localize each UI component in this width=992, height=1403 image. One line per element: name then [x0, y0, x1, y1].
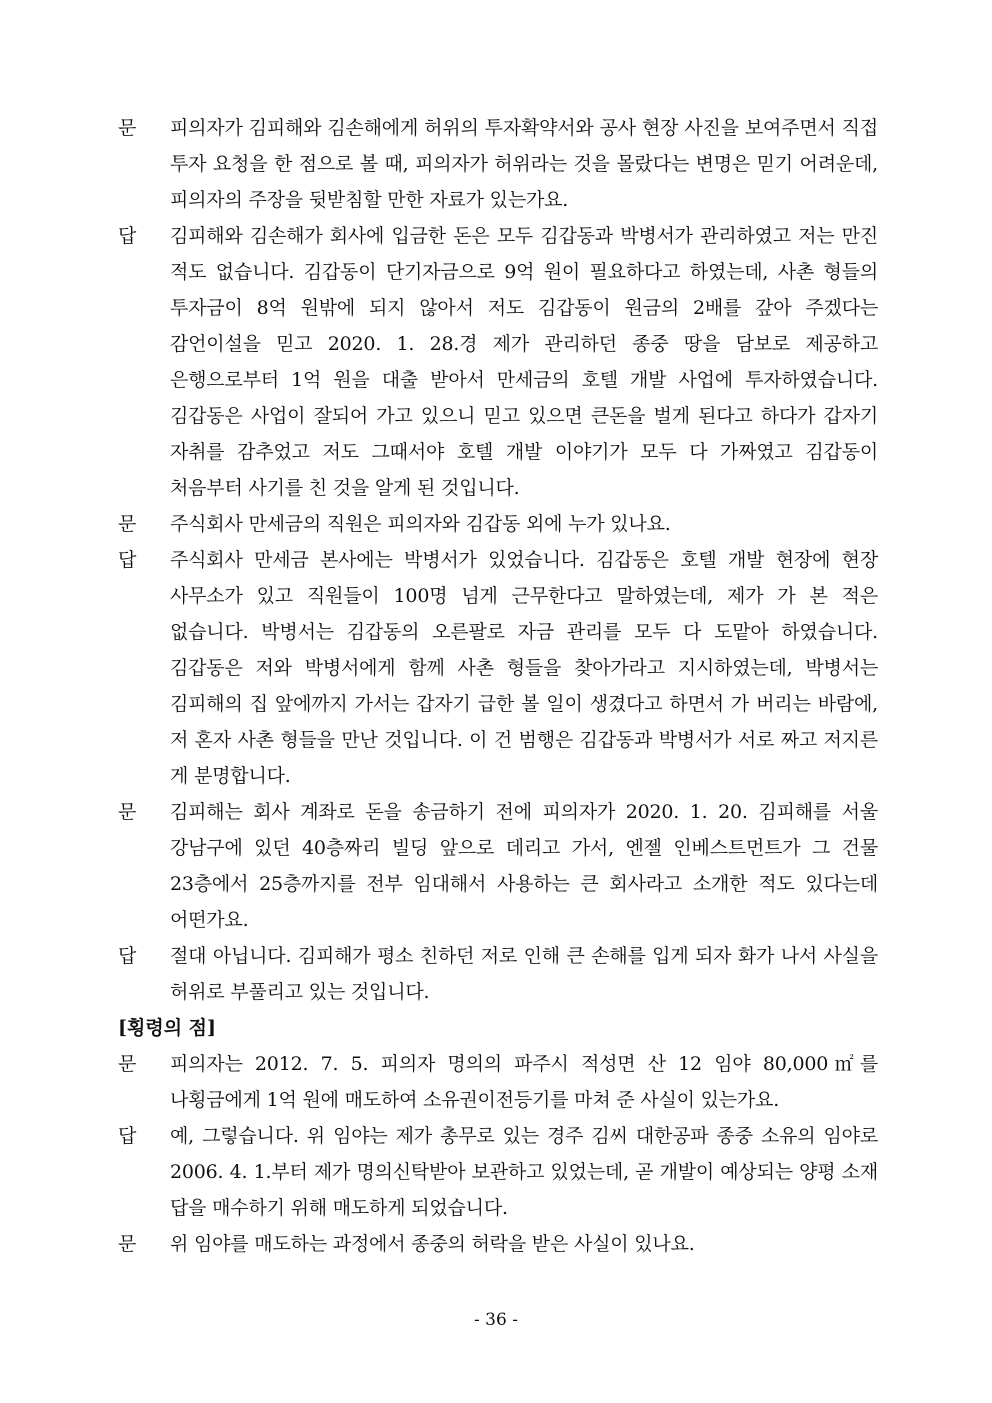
answer-mark: 답 — [118, 549, 137, 571]
question-text: 피의자는 2012. 7. 5. 피의자 명의의 파주시 적성면 산 12 임야 80,000㎡를 나횡금에게 1억 원에 매도하여 소유권이전등기를 마쳐 준 사실이 있는가요. — [170, 1053, 878, 1111]
answer-text: 예, 그렇습니다. 위 임야는 제가 총무로 있는 경주 김씨 대한공파 종중 소유의 임야로 2006. 4. 1.부터 제가 명의신탁받아 보관하고 있었는데, 곧 개발이 예상되는 양평 소재 답을 매수하기 위해 매도하게 되었습니다. — [170, 1125, 878, 1219]
qa-question-2 — [118, 506, 878, 542]
qa-question-1 — [118, 110, 878, 218]
qa-answer-2 — [118, 542, 878, 794]
qa-answer-3 — [118, 938, 878, 1010]
qa-answer-4 — [118, 1118, 878, 1226]
page-number: - 36 - — [474, 1310, 518, 1330]
qa-answer-1 — [118, 218, 878, 506]
question-mark: 문 — [118, 117, 137, 139]
answer-mark: 답 — [118, 1125, 137, 1147]
qa-question-3 — [118, 794, 878, 938]
answer-mark: 답 — [118, 945, 137, 967]
question-mark: 문 — [118, 513, 137, 535]
question-mark: 문 — [118, 1233, 137, 1255]
question-text: 주식회사 만세금의 직원은 피의자와 김갑동 외에 누가 있나요. — [170, 513, 671, 535]
question-mark: 문 — [118, 801, 137, 823]
answer-mark: 답 — [118, 225, 137, 247]
question-text: 위 임야를 매도하는 과정에서 종중의 허락을 받은 사실이 있나요. — [170, 1233, 695, 1255]
section-heading: [횡령의 점] — [118, 1017, 217, 1039]
question-text: 피의자가 김피해와 김손해에게 허위의 투자확약서와 공사 현장 사진을 보여주면서 직접 투자 요청을 한 점으로 볼 때, 피의자가 허위라는 것을 몰랐다는 변명은 믿기 어려운데, 피의자의 주장을 뒷받침할 만한 자료가 있는가요. — [170, 117, 878, 211]
answer-text: 김피해와 김손해가 회사에 입금한 돈은 모두 김갑동과 박병서가 관리하였고 저는 만진 적도 없습니다. 김갑동이 단기자금으로 9억 원이 필요하다고 하였는데, 사촌 형들의 투자금이 8억 원밖에 되지 않아서 저도 김갑동이 원금의 2배를 갚아 주겠다는 감언이설을 믿고 2020. 1. 28.경 제가 관리하던 종중 땅을 담보로 제공하고 은행으로부터 1억 원을 대출 받아서 만세금의 호텔 개발 사업에 투자하였습니다. 김갑동은 사업이 잘되어 가고 있으니 믿고 있으면 큰돈을 벌게 된다고 하다가 갑자기 자취를 감추었고 저도 그때서야 호텔 개발 이야기가 모두 다 가짜였고 김갑동이 처음부터 사기를 친 것을 알게 된 것입니다. — [170, 225, 878, 499]
answer-text: 절대 아닙니다. 김피해가 평소 친하던 저로 인해 큰 손해를 입게 되자 화가 나서 사실을 허위로 부풀리고 있는 것입니다. — [170, 945, 878, 1003]
question-text: 김피해는 회사 계좌로 돈을 송금하기 전에 피의자가 2020. 1. 20. 김피해를 서울 강남구에 있던 40층짜리 빌딩 앞으로 데리고 가서, 엔젤 인베스트먼트가 그 건물 23층에서 25층까지를 전부 임대해서 사용하는 큰 회사라고 소개한 적도 있다는데 어떤가요. — [170, 801, 878, 931]
qa-question-4 — [118, 1046, 878, 1118]
answer-text: 주식회사 만세금 본사에는 박병서가 있었습니다. 김갑동은 호텔 개발 현장에 현장 사무소가 있고 직원들이 100명 넘게 근무한다고 말하였는데, 제가 가 본 적은 없습니다. 박병서는 김갑동의 오른팔로 자금 관리를 모두 다 도맡아 하였습니다. 김갑동은 저와 박병서에게 함께 사촌 형들을 찾아가라고 지시하였는데, 박병서는 김피해의 집 앞에까지 가서는 갑자기 급한 볼 일이 생겼다고 하면서 가 버리는 바람에, 저 혼자 사촌 형들을 만난 것입니다. 이 건 범행은 김갑동과 박병서가 서로 짜고 저지른 게 분명합니다. — [170, 549, 878, 787]
qa-question-5 — [118, 1226, 878, 1262]
question-mark: 문 — [118, 1053, 137, 1075]
